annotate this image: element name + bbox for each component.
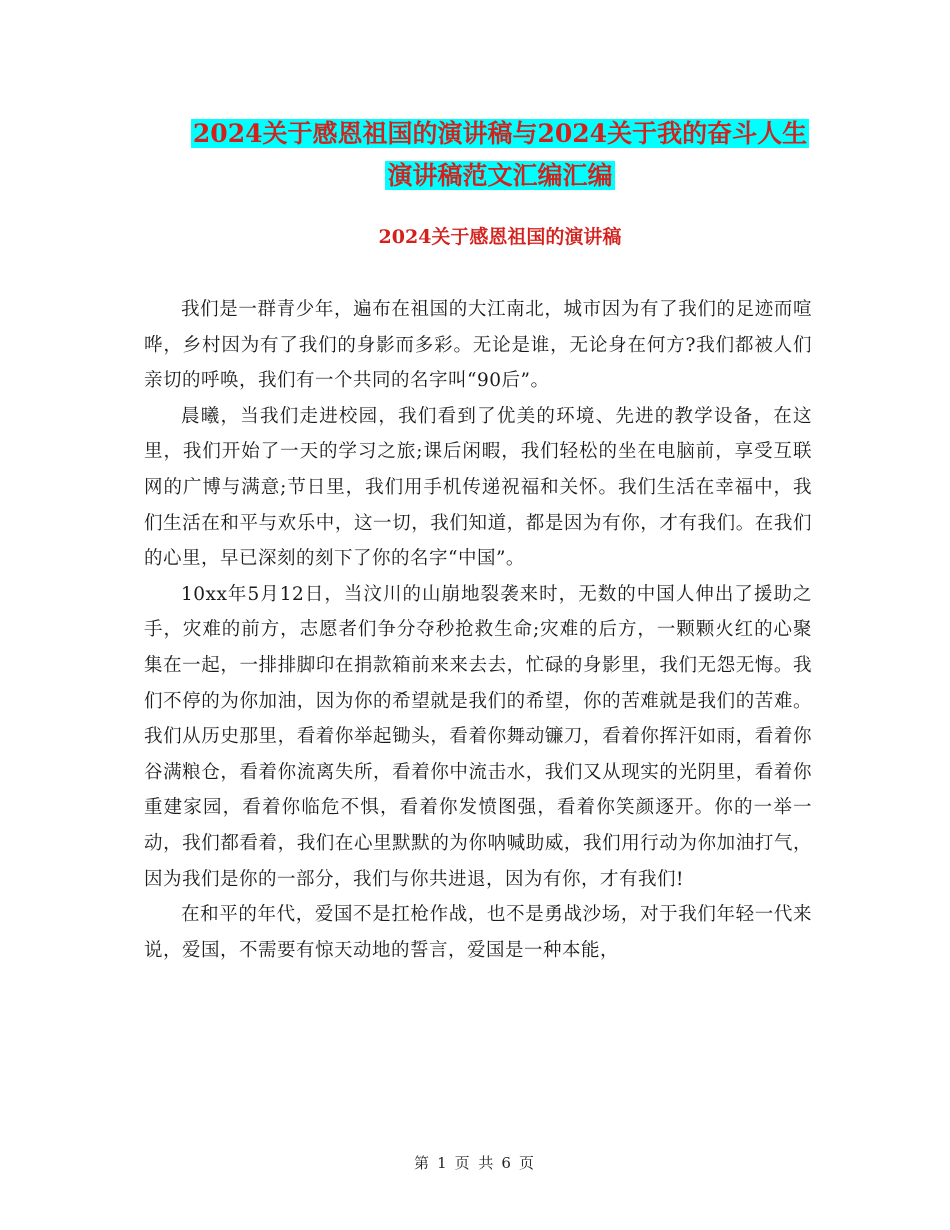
document-title-text-1: 2024关于感恩祖国的演讲稿与2024关于我的奋斗人生	[192, 119, 808, 148]
paragraph: 在和平的年代，爱国不是扛枪作战，也不是勇战沙场，对于我们年轻一代来说，爱国，不需要有惊天动地的誓言，爱国是一种本能，	[144, 904, 812, 961]
footer-suffix: 页	[518, 1154, 536, 1172]
page-number: 1	[437, 1154, 449, 1172]
footer-middle: 页 共	[454, 1154, 496, 1172]
paragraph: 晨曦，当我们走进校园，我们看到了优美的环境、先进的教学设备，在这里，我们开始了一天的学习之旅;课后闲暇，我们轻松的坐在电脑前，享受互联网的广博与满意;节日里，我们用手机传递祝福和关怀。我们生活在幸福中，我们生活在和平与欢乐中，这一切，我们知道，都是因为有你，才有我们。在我们的心里，早已深刻的刻下了你的名字“中国”。	[144, 405, 812, 570]
section-heading: 2024关于感恩祖国的演讲稿	[378, 226, 622, 248]
paragraph: 10xx年5月12日，当汶川的山崩地裂袭来时，无数的中国人伸出了援助之手，灾难的前方，志愿者们争分夺秒抢救生命;灾难的后方，一颗颗火红的心聚集在一起，一排排脚印在捐款箱前来来去去，忙碌的身影里，我们无怨无悔。我们不停的为你加油，因为你的希望就是我们的希望，你的苦难就是我们的苦难。我们从历史那里，看着你举起锄头，看着你舞动镰刀，看着你挥汗如雨，看着你谷满粮仓，看着你流离失所，看着你中流击水，我们又从现实的光阴里，看着你重建家园，看着你临危不惧，看着你发愤图强，看着你笑颜逐开。你的一举一动，我们都看着，我们在心里默默的为你呐喊助威，我们用行动为你加油打气，因为我们是你的一部分，我们与你共进退，因为有你，才有我们!	[144, 583, 812, 890]
document-title-text-2: 演讲稿范文汇编汇编	[387, 161, 613, 190]
page-footer	[0, 1152, 950, 1173]
total-pages: 6	[501, 1154, 513, 1172]
footer-prefix: 第	[414, 1154, 432, 1172]
document-title-line-1	[130, 112, 870, 156]
document-title-line-2	[130, 154, 870, 198]
document-body	[144, 292, 812, 968]
paragraph: 我们是一群青少年，遍布在祖国的大江南北，城市因为有了我们的足迹而喧哗，乡村因为有了我们的身影而多彩。无论是谁，无论身在何方?我们都被人们亲切的呼唤，我们有一个共同的名字叫“90后”。	[144, 299, 812, 392]
